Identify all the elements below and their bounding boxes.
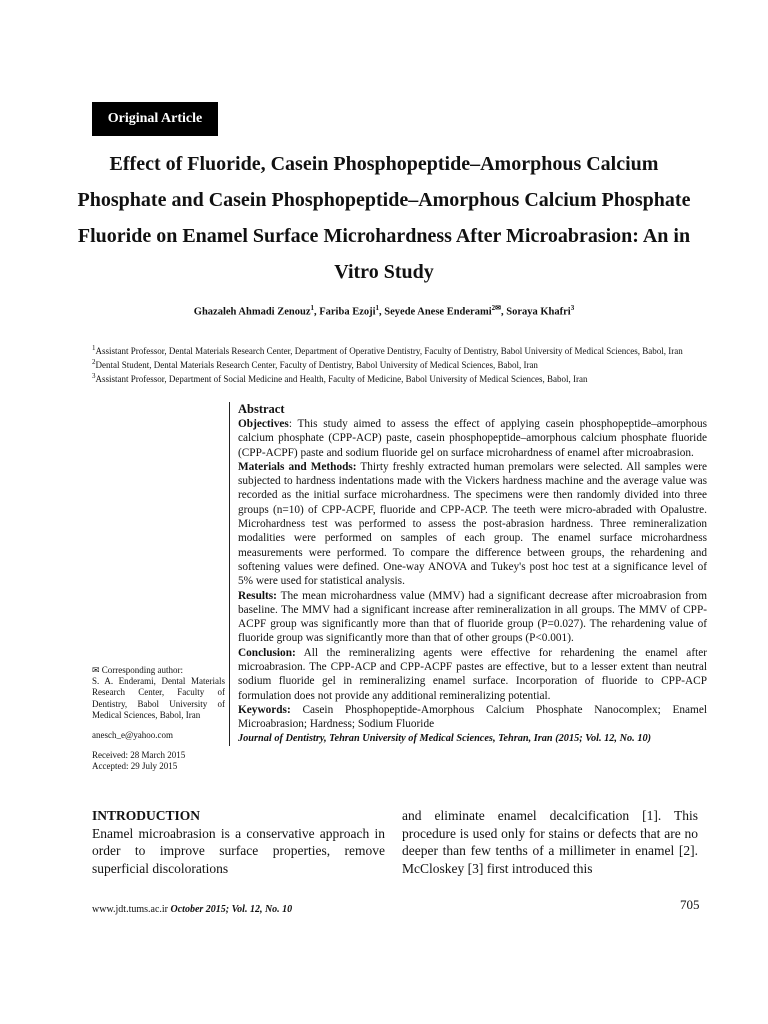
author-affiliation-marker: 2✉ <box>491 304 501 312</box>
introduction-column-right <box>402 807 698 877</box>
accepted-date: Accepted: 29 July 2015 <box>92 761 178 772</box>
affiliation-text: Assistant Professor, Dental Materials Research Center, Department of Operative Dentistry, Faculty of Dentistry, Babol University of Medical Sciences, Babol, Iran <box>95 346 683 356</box>
abstract-methods <box>238 460 707 589</box>
affiliations <box>92 343 708 385</box>
page-footer <box>92 904 292 915</box>
journal-url[interactable]: www.jdt.tums.ac.ir <box>92 904 169 915</box>
affiliation <box>92 357 708 371</box>
author-name: Soraya Khafri <box>506 306 571 318</box>
author-name: Seyede Anese Enderami <box>384 306 492 318</box>
author-separator: , <box>379 306 385 318</box>
author-affiliation-marker: 1 <box>375 304 380 312</box>
objectives-text: : This study aimed to assess the effect of applying casein phosphopeptide–amorphous calcium phosphate (CPP-ACP) paste, casein phosphopeptide–amorphous calcium phosphate fluoride (CPP-ACPF) paste and sodium fluoride gel on surface microhardness of enamel after microabrasion. <box>238 418 707 459</box>
affiliation <box>92 371 708 385</box>
journal-citation: Journal of Dentistry, Tehran University of Medical Sciences, Tehran, Iran (2015; Vol. 12, No. 10) <box>238 732 652 744</box>
author-separator: , <box>313 306 320 318</box>
abstract-results <box>238 589 707 646</box>
corresponding-email[interactable]: anesch_e@yahoo.com <box>92 730 174 741</box>
introduction-heading: INTRODUCTION <box>92 808 201 823</box>
conclusion-text: All the remineralizing agents were effective for rehardening the enamel after microabrasion. The CPP-ACP and CPP-ACPF pastes are effective, but to a lesser extent than neutral sodium fluoride gel in remineralizing enamel surface. Incorporation of fluoride to CPP-ACP formulation does not provide any additional remineralizing potential. <box>238 646 707 702</box>
corresponding-author-text: S. A. Enderami, Dental Materials Research Center, Faculty of Dentistry, Babol University of Medical Sciences, Babol, Iran <box>92 676 225 720</box>
introduction-text-right: and eliminate enamel decalcification [1]. This procedure is used only for stains or defects that are no deeper than few tenths of a millimeter in enamel [2]. McCloskey [3] first introduced this <box>402 808 698 876</box>
page-number: 705 <box>680 897 700 912</box>
affiliation-marker: 2 <box>92 358 96 366</box>
objectives-label: Objectives <box>238 418 289 430</box>
conclusion-label: Conclusion: <box>238 646 296 659</box>
article-type-badge: Original Article <box>92 102 218 136</box>
received-date: Received: 28 March 2015 <box>92 750 186 761</box>
author-affiliation-marker: 3 <box>570 304 575 312</box>
introduction-text-left: Enamel microabrasion is a conservative approach in order to improve surface properties, remove superficial discolorations <box>92 825 385 876</box>
author-affiliation-marker: 1 <box>310 304 314 312</box>
affiliation-text: Assistant Professor, Department of Social Medicine and Health, Faculty of Medicine, Babol University of Medical Sciences, Babol, Iran <box>95 374 588 384</box>
author-separator: , <box>500 306 507 318</box>
abstract-box <box>229 402 707 746</box>
issue-info: October 2015; Vol. 12, No. 10 <box>168 904 293 915</box>
results-label: Results: <box>238 589 277 602</box>
author-list <box>70 304 698 318</box>
affiliation <box>92 343 708 357</box>
results-text: The mean microhardness value (MMV) had a significant decrease after microabrasion from baseline. The MMV had a significant increase after remineralization in all groups. The MMV of CPP-ACPF group was significantly more than that of fluoride group (P=0.027). The rehardening value of fluoride group was significantly more than that of other groups (P<0.001). <box>238 589 707 645</box>
affiliation-text: Dental Student, Dental Materials Research Center, Faculty of Dentistry, Babol University of Medical Sciences, Babol, Iran <box>95 360 538 370</box>
abstract-conclusion <box>238 646 707 703</box>
abstract-objectives <box>238 417 707 460</box>
affiliation-marker: 3 <box>92 372 96 380</box>
methods-text: Thirty freshly extracted human premolars were selected. All samples were subjected to hardness indentations made with the Vickers hardness machine and the average value was recorded as the initial surface microhardness. The specimens were then randomly divided into three groups (n=10) of CPP-ACPF, fluoride and CPP-ACP. The teeth were micro-abraded with Opalustre. Microhardness test was performed to assess the post-abrasion hardness. Three remineralization modalities were performed on samples of each group. The enamel surface microhardness measurements were performed. To compare the difference between groups, the rehardening and softening values were defined. One-way ANOVA and Tukey's post hoc test at a significance level of 5% were used for statistical analysis. <box>238 460 707 588</box>
methods-label: Materials and Methods: <box>238 460 357 473</box>
author-name: Ghazaleh Ahmadi Zenouz <box>193 306 311 318</box>
article-title: Effect of Fluoride, Casein Phosphopeptide–Amorphous Calcium Phosphate and Casein Phosphopeptide–Amorphous Calcium Phosphate Fluoride on Enamel Surface Microhardness After Microabrasion: An in Vitro Study <box>77 153 691 283</box>
abstract-heading: Abstract <box>238 402 285 416</box>
introduction-column-left <box>92 807 385 877</box>
keywords-label: Keywords: <box>238 703 291 716</box>
corresponding-author-box <box>92 665 225 773</box>
author-name: Fariba Ezoji <box>319 306 376 318</box>
affiliation-marker: 1 <box>92 344 96 352</box>
keywords-text: Casein Phosphopeptide-Amorphous Calcium Phosphate Nanocomplex; Enamel Microabrasion; Hardness; Sodium Fluoride <box>238 703 707 731</box>
abstract-keywords <box>238 703 707 732</box>
corresponding-author-label: ✉ Corresponding author: <box>92 665 184 675</box>
